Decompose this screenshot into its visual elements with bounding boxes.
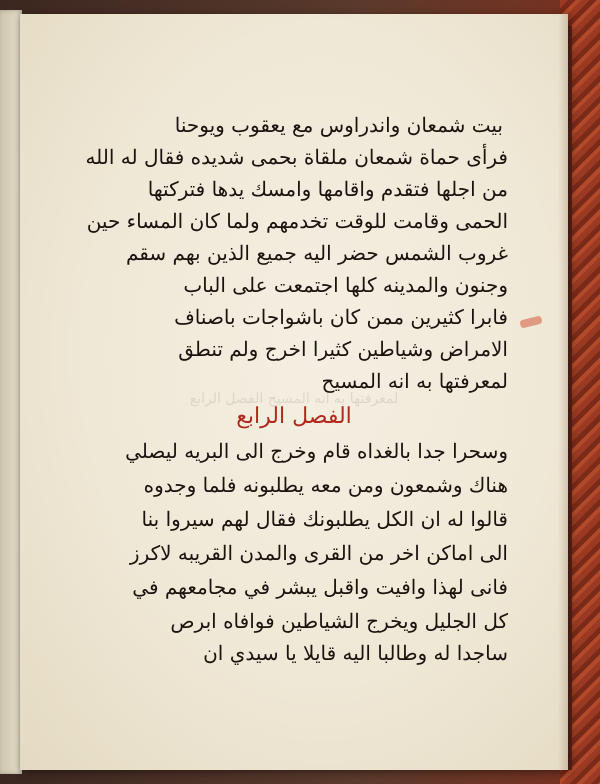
left-page-edge xyxy=(0,10,22,774)
chapter-heading: الفصل الرابع xyxy=(236,404,352,429)
text-line-16: ساجدا له وطالبا اليه قايلا يا سيدي ان xyxy=(203,641,508,665)
text-line-13: الى اماكن اخر من القرى والمدن القريبه لاكرز xyxy=(129,541,508,565)
text-block xyxy=(20,14,568,770)
text-line-9: لمعرفتها به انه المسيح xyxy=(321,369,508,393)
manuscript-page xyxy=(20,14,568,770)
text-line-1: بيت شمعان واندراوس مع يعقوب ويوحنا xyxy=(174,113,503,137)
text-line-15: كل الجليل ويخرج الشياطين فوافاه ابرص xyxy=(170,609,508,633)
text-line-5: غروب الشمس حضر اليه جميع الذين بهم سقم xyxy=(125,241,508,265)
text-line-8: الامراض وشياطين كثيرا اخرج ولم تنطق xyxy=(178,337,508,361)
text-line-4: الحمى وقامت للوقت تخدمهم ولما كان المساء حين xyxy=(86,209,508,233)
text-line-12: قالوا له ان الكل يطلبونك فقال لهم سيروا بنا xyxy=(141,507,508,531)
text-line-14: فانى لهذا وافيت واقبل يبشر في مجامعهم في xyxy=(132,575,508,599)
bleed-through-text: لمعرفتها به انه المسيح الفصل الرابع xyxy=(189,391,399,407)
text-line-3: من اجلها فتقدم واقامها وامسك يدها فتركتها xyxy=(147,177,508,201)
text-line-10: وسحرا جدا بالغداه قام وخرج الى البريه ليصلي xyxy=(125,439,508,463)
text-line-7: فابرا كثيرين ممن كان باشواجات باصناف xyxy=(174,305,508,329)
text-line-11: هناك وشمعون ومن معه يطلبونه فلما وجدوه xyxy=(143,473,508,497)
text-line-6: وجنون والمدينه كلها اجتمعت على الباب xyxy=(183,273,508,297)
text-line-2: فرأى حماة شمعان ملقاة بحمى شديده فقال له الله xyxy=(85,145,508,169)
